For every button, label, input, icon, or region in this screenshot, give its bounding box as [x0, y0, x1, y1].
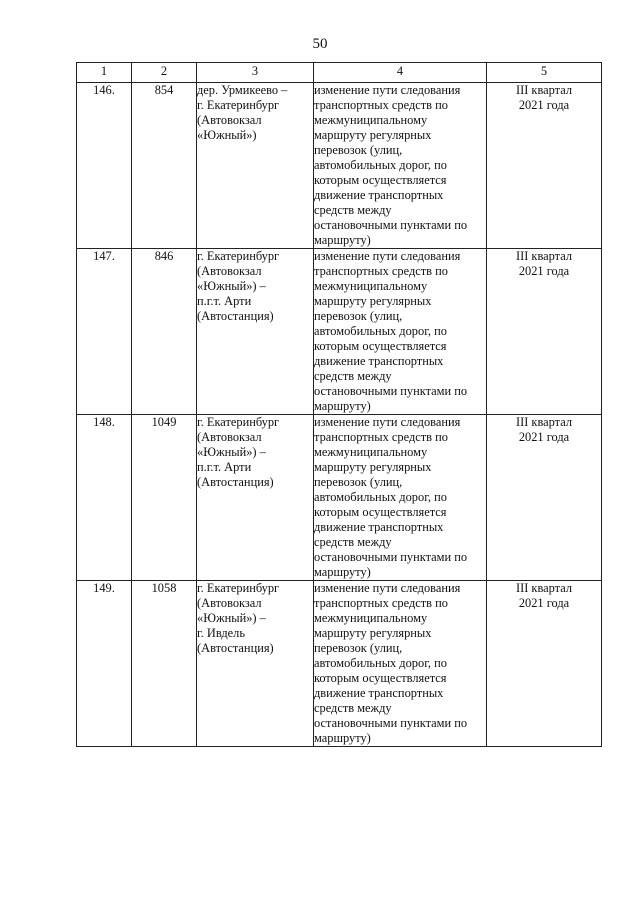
- route_name-line: «Южный») –: [197, 279, 266, 293]
- route-name-cell: [197, 249, 314, 415]
- change-description-cell: [314, 83, 487, 249]
- page-number: 50: [312, 36, 328, 52]
- route_name-line: г. Екатеринбург: [197, 249, 280, 263]
- row-number-cell: 147.: [77, 249, 132, 415]
- route_name-line: «Южный») –: [197, 611, 266, 625]
- route-name-cell: [197, 415, 314, 581]
- change-line: изменение пути следования: [314, 83, 461, 97]
- change-description-cell: [314, 249, 487, 415]
- term-line: III квартал: [515, 581, 573, 595]
- change-line: перевозок (улиц,: [314, 475, 403, 489]
- change-line: межмуниципальному: [314, 611, 428, 625]
- change-line: средств между: [314, 203, 392, 217]
- route-name-cell: [197, 581, 314, 747]
- change-line: которым осуществляется: [314, 671, 447, 685]
- change-line: остановочными пунктами по: [314, 384, 468, 398]
- change-line: транспортных средств по: [314, 430, 448, 444]
- header-row: [77, 63, 602, 83]
- change-line: маршруту): [314, 731, 371, 745]
- term-line: III квартал: [515, 83, 573, 97]
- change-line: движение транспортных: [314, 686, 444, 700]
- change-line: автомобильных дорог, по: [314, 656, 447, 670]
- route_name-line: (Автовокзал: [197, 113, 262, 127]
- change-line: движение транспортных: [314, 354, 444, 368]
- table-row: [77, 249, 602, 415]
- route_name-line: п.г.т. Арти: [197, 294, 252, 308]
- row-number-cell: 148.: [77, 415, 132, 581]
- column-header: 4: [314, 63, 487, 83]
- routes-table: [76, 62, 602, 747]
- term-cell: [487, 249, 602, 415]
- change-line: автомобильных дорог, по: [314, 158, 447, 172]
- change-line: изменение пути следования: [314, 249, 461, 263]
- route-number-cell: 854: [132, 83, 197, 249]
- route_name-line: «Южный»): [197, 128, 257, 142]
- term-line: III квартал: [515, 415, 573, 429]
- route_name-line: (Автостанция): [197, 641, 274, 655]
- term-cell: [487, 415, 602, 581]
- route_name-line: (Автовокзал: [197, 430, 262, 444]
- change-line: маршруту): [314, 399, 371, 413]
- route_name-line: (Автовокзал: [197, 596, 262, 610]
- table-row: [77, 581, 602, 747]
- route_name-line: г. Екатеринбург: [197, 98, 280, 112]
- route-number-cell: 1049: [132, 415, 197, 581]
- term-line: 2021 года: [518, 430, 570, 444]
- change-line: изменение пути следования: [314, 581, 461, 595]
- row-number-cell: 149.: [77, 581, 132, 747]
- change-line: средств между: [314, 701, 392, 715]
- change-line: транспортных средств по: [314, 264, 448, 278]
- change-line: остановочными пунктами по: [314, 716, 468, 730]
- table-row: [77, 415, 602, 581]
- route_name-line: дер. Урмикеево –: [197, 83, 288, 97]
- route_name-line: (Автостанция): [197, 475, 274, 489]
- route-number-cell: 1058: [132, 581, 197, 747]
- term-cell: [487, 83, 602, 249]
- change-line: автомобильных дорог, по: [314, 490, 447, 504]
- change-line: остановочными пунктами по: [314, 550, 468, 564]
- change-line: средств между: [314, 369, 392, 383]
- change-line: движение транспортных: [314, 520, 444, 534]
- change-line: маршруту регулярных: [314, 460, 432, 474]
- change-line: перевозок (улиц,: [314, 641, 403, 655]
- route_name-line: п.г.т. Арти: [197, 460, 252, 474]
- change-line: средств между: [314, 535, 392, 549]
- route_name-line: г. Ивдель: [197, 626, 246, 640]
- change-description-cell: [314, 581, 487, 747]
- change-line: межмуниципальному: [314, 445, 428, 459]
- column-header: 3: [197, 63, 314, 83]
- table-row: [77, 83, 602, 249]
- route-name-cell: [197, 83, 314, 249]
- term-line: III квартал: [515, 249, 573, 263]
- route_name-line: г. Екатеринбург: [197, 415, 280, 429]
- change-line: которым осуществляется: [314, 173, 447, 187]
- column-header: 5: [487, 63, 602, 83]
- route_name-line: «Южный») –: [197, 445, 266, 459]
- change-line: транспортных средств по: [314, 596, 448, 610]
- change-line: маршруту регулярных: [314, 128, 432, 142]
- route_name-line: (Автовокзал: [197, 264, 262, 278]
- change-line: маршруту регулярных: [314, 626, 432, 640]
- change-line: которым осуществляется: [314, 339, 447, 353]
- column-header: 2: [132, 63, 197, 83]
- change-line: автомобильных дорог, по: [314, 324, 447, 338]
- change-line: перевозок (улиц,: [314, 143, 403, 157]
- change-line: межмуниципальному: [314, 113, 428, 127]
- route-number-cell: 846: [132, 249, 197, 415]
- route_name-line: г. Екатеринбург: [197, 581, 280, 595]
- change-line: маршруту): [314, 565, 371, 579]
- term-line: 2021 года: [518, 98, 570, 112]
- row-number-cell: 146.: [77, 83, 132, 249]
- change-line: перевозок (улиц,: [314, 309, 403, 323]
- change-line: межмуниципальному: [314, 279, 428, 293]
- change-line: транспортных средств по: [314, 98, 448, 112]
- change-line: маршруту): [314, 233, 371, 247]
- change-line: маршруту регулярных: [314, 294, 432, 308]
- term-cell: [487, 581, 602, 747]
- change-line: которым осуществляется: [314, 505, 447, 519]
- term-line: 2021 года: [518, 264, 570, 278]
- route_name-line: (Автостанция): [197, 309, 274, 323]
- term-line: 2021 года: [518, 596, 570, 610]
- column-header: 1: [77, 63, 132, 83]
- change-line: остановочными пунктами по: [314, 218, 468, 232]
- change-line: изменение пути следования: [314, 415, 461, 429]
- change-description-cell: [314, 415, 487, 581]
- change-line: движение транспортных: [314, 188, 444, 202]
